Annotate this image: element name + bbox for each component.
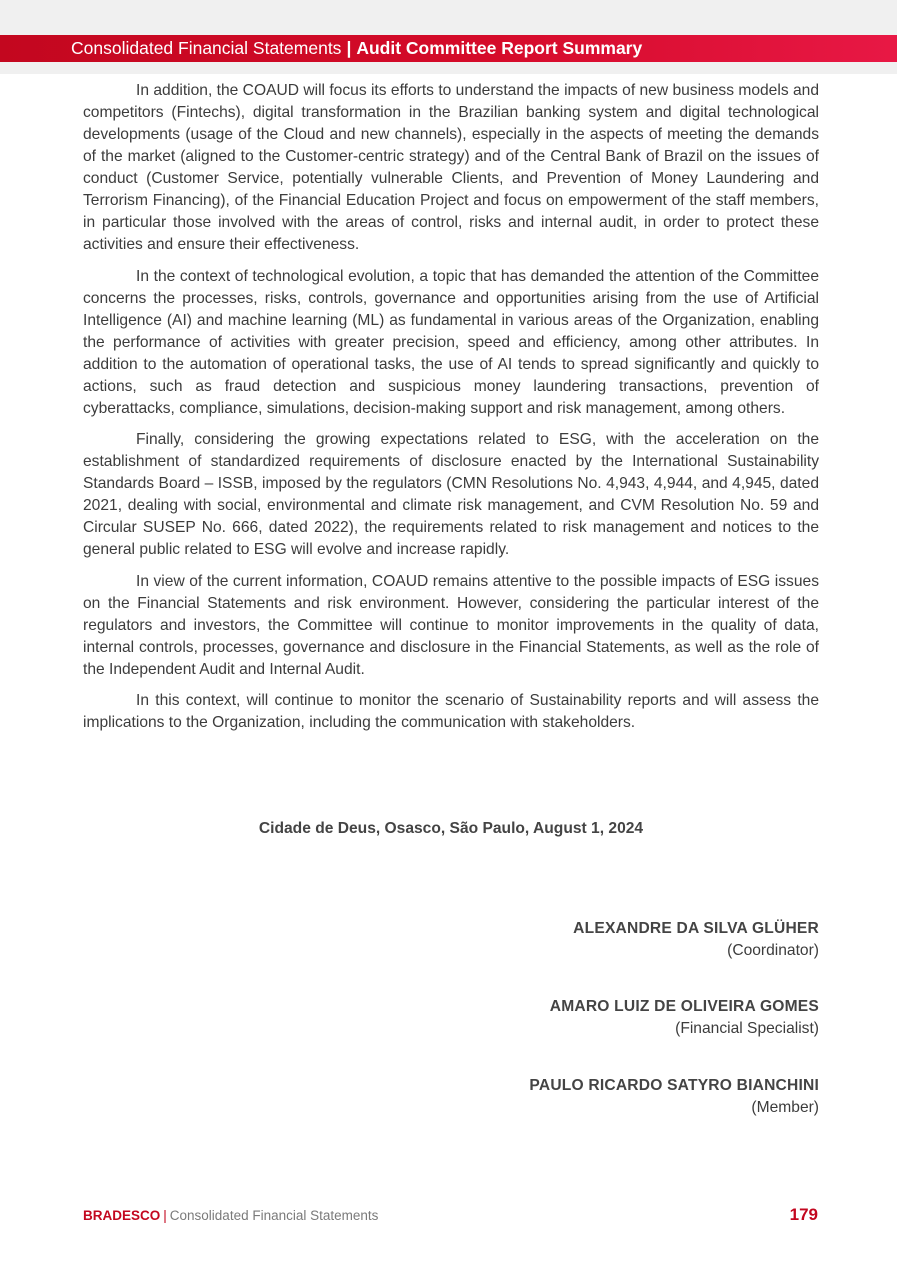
report-body	[83, 80, 819, 744]
signatory-block	[319, 918, 819, 962]
paragraph: In view of the current information, COAUD remains attentive to the possible impacts of ESG issues on the Financial Statements and risk environment. However, considering the particular interest of the regulators and investors, the Committee will continue to monitor improvements in the quality of data, internal controls, processes, governance and disclosure in the Financial Statements, as well as the role of the Independent Audit and Internal Audit.	[83, 572, 819, 678]
footer-brand: BRADESCO	[83, 1208, 161, 1223]
dateline: Cidade de Deus, Osasco, São Paulo, August 1, 2024	[258, 820, 644, 837]
page-header	[0, 35, 897, 62]
footer-document-title: Consolidated Financial Statements	[169, 1208, 379, 1223]
signatory-name: ALEXANDRE DA SILVA GLÜHER	[573, 920, 819, 937]
header-document-title: Consolidated Financial Statements	[71, 38, 342, 58]
signatory-role: (Financial Specialist)	[675, 1020, 819, 1037]
paragraph: In this context, will continue to monitor the scenario of Sustainability reports and will assess the implications to the Organization, including the communication with stakeholders.	[83, 692, 819, 731]
signatory-role: (Coordinator)	[727, 942, 819, 959]
signatory-block	[319, 996, 819, 1040]
signatory-name: PAULO RICARDO SATYRO BIANCHINI	[529, 1077, 819, 1094]
header-separator: |	[346, 38, 352, 58]
header-section-title: Audit Committee Report Summary	[356, 38, 643, 58]
page-footer	[83, 1207, 378, 1225]
page-number: 179	[789, 1205, 818, 1224]
signatory-name: AMARO LUIZ DE OLIVEIRA GOMES	[549, 998, 819, 1015]
signatory-role: (Member)	[751, 1099, 819, 1116]
signatory-block	[319, 1075, 819, 1119]
paragraph: Finally, considering the growing expectations related to ESG, with the acceleration on the establishment of standardized requirements of disclosure enacted by the International Sustainability Standards Board – ISSB, imposed by the regulators (CMN Resolutions No. 4,943, 4,944, and 4,945, dated 2021, dealing with social, environmental and climate risk management, and CVM Resolution No. 59 and Circular SUSEP No. 666, dated 2022), the requirements related to risk management and notices to the general public related to ESG will evolve and increase rapidly.	[83, 431, 819, 558]
paragraph: In addition, the COAUD will focus its efforts to understand the impacts of new business models and competitors (Fintechs), digital transformation in the Brazilian banking system and digital technological developments (usage of the Cloud and new channels), especially in the aspects of meeting the demands of the market (aligned to the Customer-centric strategy) and of the Central Bank of Brazil on the issues of conduct (Customer Service, potentially vulnerable Clients, and Prevention of Money Laundering and Terrorism Financing), of the Financial Education Project and focus on empowerment of the staff members, in particular those involved with the areas of control, risks and internal audit, in order to protect these activities and ensure their effectiveness.	[83, 82, 819, 253]
footer-separator: |	[163, 1208, 167, 1223]
paragraph: In the context of technological evolution, a topic that has demanded the attention of the Committee concerns the processes, risks, controls, governance and opportunities arising from the use of Artificial Intelligence (AI) and machine learning (ML) as fundamental in various areas of the Organization, enabling the performance of activities with greater precision, speed and efficiency, among other attributes. In addition to the automation of operational tasks, the use of AI tends to spread significantly and quickly to actions, such as fraud detection and suspicious money laundering transactions, prevention of cyberattacks, compliance, simulations, decision-making support and risk management, among others.	[83, 267, 819, 417]
